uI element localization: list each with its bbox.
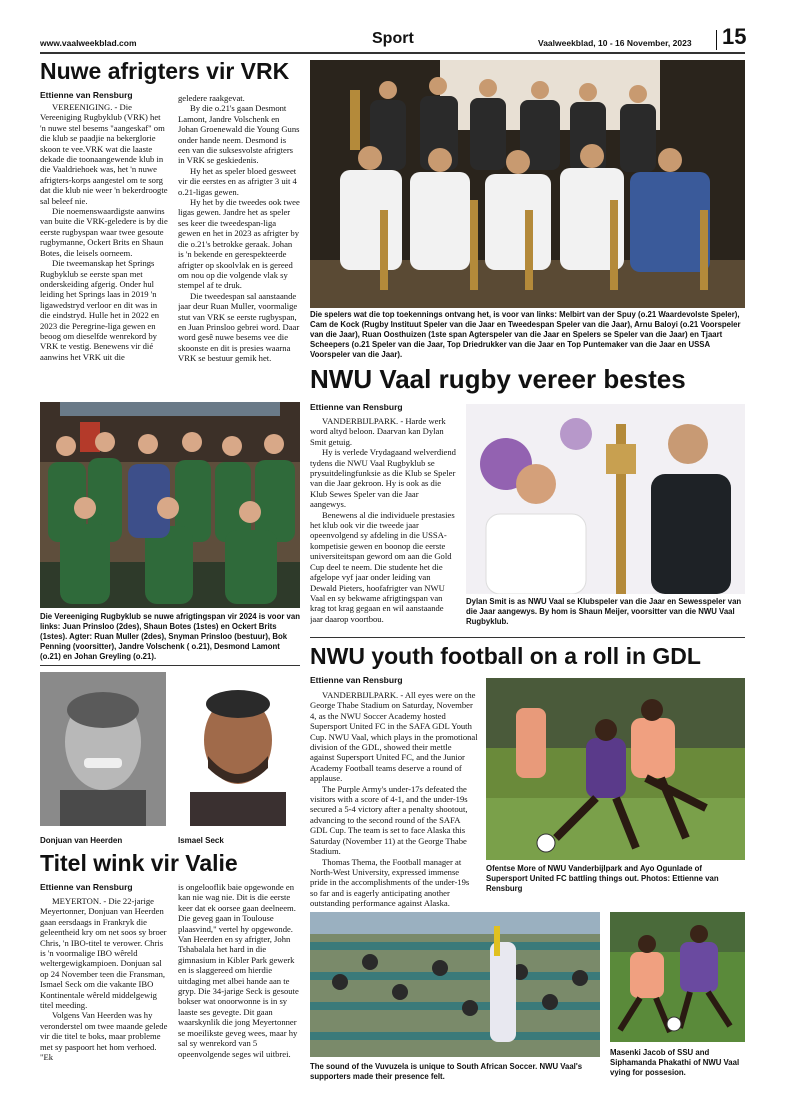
article4-photo2-caption: The sound of the Vuvuzela is unique to South African Soccer. NWU Vaal's supporters made their presence felt. [310,1062,583,1081]
section-title: Sport [372,30,414,47]
article4-photo1-caption: Ofentse More of NWU Vanderbijlpark and Ayo Ogunlade of Supersport United FC battling things out. Photos: Ettienne van Rensburg [486,864,719,893]
article4-para: The Purple Army's under-17s defeated the visitors with a score of 4-1, and the under-19s secured a 5-4 victory after a penalty shootout, advancing to the second round of the SAFA GDL Cup. The team is set to face Alaska this Saturday (November 11) at the George Thabe Stadium. [310,783,468,857]
article3-para: is ongelooflik baie opgewonde en kan nie wag nie. Dit is die eerste keer dat ek oorsee gaan deelneem. Die geveg gaan in Toulouse plaasvind," vertel hy opgewonde. Van Heerden en sy afrigter, John Tshabalala het hard in die gimnasium in Kibler Park gewerk en is slaggereed om hierdie uitdaging met albei hande aan te gryp. Die 34-jarige Seck is gesoute bokser wat onoorwonne is in sy laaste ses gevegte. Dit gaan waarskynlik die jong Meyertonner se moeilikste geveg wees, maar hy sal sy wenrekord van 5 opeenvolgende seges wil uitbrei. [178,882,299,1059]
article2-body [310,416,456,626]
football-action-photo [486,678,745,860]
issue-date: Vaalweekblad, 10 - 16 November, 2023 [538,38,692,48]
article3-para: MEYERTON. - Die 22-jarige Meyertonner, Donjuan van Heerden gaan eersdaags in Frankryk die geleentheid kry om net soos sy broer Chris, 'n IBO-titel te verower. Chris is 'n voormalige IBO wêreld weltergewigkampioen. Donjuan sal op 24 November teen die Fransman, Ismael Seck om die vakante IBO Kontinentale wêreld middelgewig titel meeding. [40,896,167,1011]
possession-battle-illustration [610,912,745,1042]
possession-battle-photo [610,912,745,1042]
article4-photo3-caption: Masenki Jacob of SSU and Siphamanda Phakathi of NWU Vaal vying for possesion. [610,1048,740,1077]
article2-divider [310,637,745,638]
article2-para: VANDERBIJLPARK. - Harde werk word altyd beloon. Daarvan kan Dylan Smit getuig. [310,416,446,447]
article1-para: By die o.21's gaan Desmont Lamont, Jandre Volschenk en Johan Groenewald die Young Guns onder hande neem. Desmond is een van die suksesvolste afrigters in VRK se geskiedenis. [178,103,300,166]
article2-byline: Ettienne van Rensburg [310,402,403,412]
article3-para: Volgens Van Heerden was hy veronderstel om twee maande gelede vir die titel te boks, maar probleme met sy paspoort het hom verhoed. "Ek [40,1010,168,1063]
article2-para: Benewens al die individuele prestasies het klub ook vir die tweede jaar opeenvolgend sy afdeling in die USSA-kompetisie gewen en boonop die eerste universiteitspan geword om aan die Gold Cup deel te neem. Die studente het die afgelope vyf jaar onder leiding van Dewald Pieters, hoofafrigter van NWU Vaal en sy bekwame afrigtingspan van krag tot krag gegaan en wil aanstaande jaar daarop voortbou. [310,509,455,624]
article4-para: VANDERBIJLPARK. - All eyes were on the George Thabe Stadium on Saturday, November 4, as the NWU Soccer Academy hosted Supersport United FC in the SAFA GDL Youth Cup. NWU Vaal, which plays in the promotional division of the GDL, showed their mettle against Supersport United FC, and the Junior Academy Football teams deserve a round of applause. [310,690,478,784]
portrait-seck [176,672,300,826]
portrait1-caption: Donjuan van Heerden [40,836,123,845]
award-winners-illustration [310,60,745,308]
page-number: 15 [722,24,747,49]
article3-byline: Ettienne van Rensburg [40,882,133,892]
header-rule [40,52,745,54]
portrait-van-heerden [40,672,166,826]
article1-para: VEREENIGING. - Die Vereeniging Rugbyklub (VRK) het 'n nuwe stel besems "aangeskaf" om die klub se paadjie na bekerglorie skoon te vee.VRK wat die laaste dekade die toonaangewende klub in die Vaaldriehoek was, het 'n nuwe afrigters-korps aangestel om te sorg dat die klub nie weer 'n bekerdroogte sal beleef nie. [40,102,168,206]
article1-para: Die noemenswaardigste aanwins van buite die VRK-geledere is by die eerste rugbyspan waar twee gesoute rugbymanne, Ockert Brits en Shaun Botes, die leisels oorneem. [40,206,168,258]
article4-body [310,690,478,908]
page-number-divider [716,30,717,50]
vrk-coaches-illustration [40,402,300,608]
article4-headline: NWU youth football on a roll in GDL [310,643,701,669]
article1-col1 [40,102,168,397]
article3-headline: Titel wink vir Valie [40,850,238,876]
article2-photo-caption: Dylan Smit is as NWU Vaal se Klubspeler van die Jaar en Sewesspeler van die Jaar aangewys. By hom is Shaun Meijer, voorsitter van die NWU Vaal Rugbyklub. [466,597,742,626]
article4-para: Thomas Thema, the Football manager at North-West University, expressed immense pride in the accomplishments of the under-19s so far and is eagerly anticipating another outstanding performance against Alaska. [310,856,470,908]
dylan-smit-photo [466,404,745,594]
article1-byline: Ettienne van Rensburg [40,90,133,100]
article1-para: Die tweedespan sal aanstaande jaar deur Ruan Muller, voormalige stut van VRK se eerste rugbyspan, en Juan Prinsloo gebrei word. Daar word gesê nuwe besems vee die skoonste en dit is presies waarna VRK se bestuur gemik het. [178,290,300,364]
portrait2-caption: Ismael Seck [178,836,224,845]
dylan-smit-illustration [466,404,745,594]
article1-photo-caption: Die Vereeniging Rugbyklub se nuwe afrigtingspan vir 2024 is voor van links: Juan Prinsloo (2des), Shaun Botes (1stes) en Ockert Brits (1stes). Agter: Ruan Muller (2des), Snyman Prinsloo (bestuur), Bok Penning (voorsitter), Jandre Volschenk ( o.21), Desmond Lamont (o.21) en Johan Greyling (o.21). [40,612,300,661]
article2-para: Hy is verlede Vrydagaand welverdiend tydens die NWU Vaal Rugbyklub se prysuitdelingfunksie as die Klub se Speler van die Jaar gekroon. Hy is ook as die Klub Sewes Speler van die Jaar aangewys. [310,447,456,510]
vuvuzela-supporters-photo [310,912,600,1057]
article4-byline: Ettienne van Rensburg [310,675,403,685]
article1-headline: Nuwe afrigters vir VRK [40,58,290,84]
article1-para: Hy het by die tweedes ook twee ligas gewen. Jandre het as speler ses keer die tweedespan-liga gewen en het in 2023 as afrigter by die o.21's betrokke geraak. Johan is 'n bekende en gerespekteerde afrigter op skoolvlak en is gereed om nou op die volgende vlak sy stempel af te druk. [178,197,300,291]
article1-para: Hy het as speler bloed gesweet vir die eerstes en as afrigter 3 uit 4 o.21-ligas gewen. [178,165,297,197]
website-url[interactable]: www.vaalweekblad.com [40,38,137,48]
article2-headline: NWU Vaal rugby vereer bestes [310,364,686,394]
vrk-coaches-photo [40,402,300,608]
supporters-illustration [310,912,600,1057]
van-heerden-portrait [40,672,166,826]
article1-divider [40,665,300,666]
article1-col2 [178,93,300,398]
nwu-award-winners-photo [310,60,745,308]
article1-para: Die tweemanskap het Springs Rugbyklub se eerste span met onderskeiding afgerig. Onder hul leiding het Springs laas in 2019 'n ligawedstryd verloor en dit was in die eindstryd. Hulle het in 2022 en 2023 die Peregrine-liga gewen en beoog om dieselfde wenrekord by VRK te vestig. Benewens vir dié aanwins het VRK uit die [40,258,160,362]
article2-top-caption: Die spelers wat die top toekennings ontvang het, is voor van links: Melbirt van der Spuy (o.21 Waardevolste Speler), Cam de Kock (Rugby Instituut Speler van die Jaar en Tweedespan Speler van die Jaar), Arnu Baloyi (o.21 Voorspeler van die Jaar), Ruan Oosthuizen (1ste span Agterspeler van die Jaar en Spelers se Speler van die Jaar) en Tjaart Scheepers (o.21 Speler van die Jaar, Top Driedrukker van die Jaar en Top Puntemaker van die Jaar en USSA Voorspeler van die Jaar). [310,310,741,359]
football-action-illustration [486,678,745,860]
article3-col2 [178,882,300,1086]
article3-col1 [40,896,168,1086]
article1-para: geledere raakgevat. [178,93,245,103]
seck-portrait [176,672,300,826]
